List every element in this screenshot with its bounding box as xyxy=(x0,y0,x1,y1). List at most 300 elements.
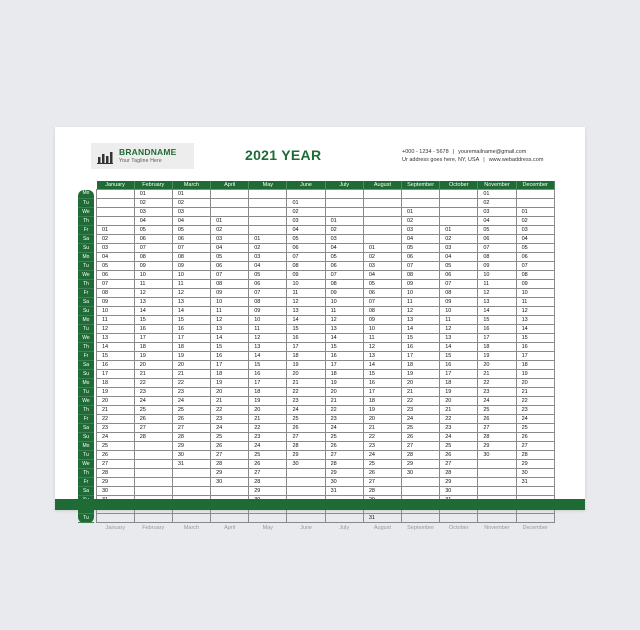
day-cell: 17 xyxy=(172,334,210,343)
day-cell: 31 xyxy=(325,487,363,496)
day-cell: 02 xyxy=(97,235,135,244)
day-cell: 29 xyxy=(402,460,440,469)
day-cell: 14 xyxy=(211,334,249,343)
day-cell: 06 xyxy=(325,262,363,271)
month-footer-november: November xyxy=(484,525,510,531)
day-cell: 17 xyxy=(134,334,172,343)
day-cell: 03 xyxy=(97,244,135,253)
day-cell: 19 xyxy=(478,352,516,361)
day-cell: 25 xyxy=(287,415,325,424)
calendar-row xyxy=(78,208,554,217)
day-cell xyxy=(478,514,516,523)
day-cell xyxy=(363,190,401,199)
day-cell: 17 xyxy=(440,370,478,379)
day-cell xyxy=(478,460,516,469)
weekday-label: Tu xyxy=(78,514,94,523)
day-cell: 15 xyxy=(478,316,516,325)
weekday-label: Sa xyxy=(78,487,94,496)
day-cell: 11 xyxy=(363,334,401,343)
day-cell: 05 xyxy=(402,244,440,253)
calendar-row xyxy=(78,424,554,433)
day-cell: 26 xyxy=(440,451,478,460)
day-cell xyxy=(134,514,172,523)
day-cell: 12 xyxy=(287,298,325,307)
calendar-row xyxy=(78,388,554,397)
day-cell: 02 xyxy=(402,217,440,226)
day-cell: 04 xyxy=(211,244,249,253)
day-cell xyxy=(134,460,172,469)
weekday-label: Sa xyxy=(78,298,94,307)
day-cell: 09 xyxy=(249,307,287,316)
weekday-label: Su xyxy=(78,370,94,379)
day-cell: 16 xyxy=(402,343,440,352)
day-cell xyxy=(516,514,554,523)
day-cell: 15 xyxy=(172,316,210,325)
day-cell: 09 xyxy=(402,280,440,289)
day-cell: 22 xyxy=(516,397,554,406)
day-cell: 24 xyxy=(172,397,210,406)
address-text: Ur address goes here, NY, USA xyxy=(402,157,480,163)
day-cell xyxy=(440,199,478,208)
day-cell: 30 xyxy=(97,487,135,496)
day-cell: 13 xyxy=(363,352,401,361)
day-cell: 21 xyxy=(97,406,135,415)
day-cell: 20 xyxy=(287,370,325,379)
day-cell: 04 xyxy=(97,253,135,262)
weekday-label: Th xyxy=(78,406,94,415)
day-cell: 29 xyxy=(211,469,249,478)
day-cell: 26 xyxy=(211,442,249,451)
calendar-row xyxy=(78,415,554,424)
day-cell: 30 xyxy=(211,478,249,487)
day-cell: 31 xyxy=(363,514,401,523)
day-cell: 21 xyxy=(172,370,210,379)
day-cell: 06 xyxy=(440,271,478,280)
day-cell: 31 xyxy=(516,478,554,487)
month-header-november: November xyxy=(478,181,516,190)
weekday-label: Th xyxy=(78,217,94,226)
day-cell: 25 xyxy=(478,406,516,415)
day-cell: 11 xyxy=(440,316,478,325)
day-cell: 28 xyxy=(249,478,287,487)
day-cell: 21 xyxy=(287,379,325,388)
day-cell: 05 xyxy=(478,226,516,235)
day-cell: 08 xyxy=(211,280,249,289)
day-cell xyxy=(172,514,210,523)
day-cell: 14 xyxy=(134,307,172,316)
day-cell: 09 xyxy=(211,289,249,298)
calendar-row xyxy=(78,271,554,280)
day-cell: 28 xyxy=(363,487,401,496)
day-cell xyxy=(363,208,401,217)
day-cell: 04 xyxy=(287,226,325,235)
day-cell xyxy=(516,487,554,496)
day-cell: 14 xyxy=(440,343,478,352)
day-cell: 18 xyxy=(516,361,554,370)
day-cell: 13 xyxy=(287,307,325,316)
day-cell: 10 xyxy=(363,325,401,334)
day-cell: 18 xyxy=(134,343,172,352)
day-cell: 29 xyxy=(249,487,287,496)
day-cell: 22 xyxy=(134,379,172,388)
day-cell: 08 xyxy=(516,271,554,280)
day-cell: 02 xyxy=(172,199,210,208)
day-cell: 30 xyxy=(516,469,554,478)
day-cell: 18 xyxy=(211,370,249,379)
day-cell: 27 xyxy=(478,424,516,433)
day-cell: 19 xyxy=(97,388,135,397)
weekday-label: Sa xyxy=(78,235,94,244)
calendar-row xyxy=(78,235,554,244)
calendar-row xyxy=(78,244,554,253)
day-cell xyxy=(440,190,478,199)
day-cell: 13 xyxy=(440,334,478,343)
day-cell: 12 xyxy=(97,325,135,334)
day-cell: 01 xyxy=(325,217,363,226)
day-cell: 21 xyxy=(134,370,172,379)
phone-text: +000 - 1234 - 5678 xyxy=(402,149,449,155)
day-cell: 21 xyxy=(516,388,554,397)
day-cell: 24 xyxy=(134,397,172,406)
calendar-row xyxy=(78,262,554,271)
month-header-december: December xyxy=(516,181,554,190)
day-cell: 29 xyxy=(325,469,363,478)
calendar-row xyxy=(78,226,554,235)
day-cell: 04 xyxy=(402,235,440,244)
weekday-label: Tu xyxy=(78,199,94,208)
month-footer-february: February xyxy=(142,525,165,531)
day-cell: 03 xyxy=(516,226,554,235)
day-cell: 12 xyxy=(516,307,554,316)
weekday-label: We xyxy=(78,208,94,217)
weekday-label: Tu xyxy=(78,451,94,460)
day-cell xyxy=(249,514,287,523)
day-cell: 17 xyxy=(402,352,440,361)
day-cell xyxy=(211,199,249,208)
day-cell: 01 xyxy=(172,190,210,199)
weekday-label: Th xyxy=(78,469,94,478)
calendar-title: 2021 YEAR xyxy=(245,147,322,163)
day-cell: 16 xyxy=(97,361,135,370)
day-cell: 05 xyxy=(440,262,478,271)
day-cell: 05 xyxy=(134,226,172,235)
day-cell: 09 xyxy=(516,280,554,289)
day-cell xyxy=(402,487,440,496)
day-cell: 03 xyxy=(363,262,401,271)
day-cell: 09 xyxy=(172,262,210,271)
day-cell: 16 xyxy=(516,343,554,352)
day-cell: 08 xyxy=(478,253,516,262)
day-cell: 22 xyxy=(325,406,363,415)
day-cell: 10 xyxy=(287,280,325,289)
day-cell: 02 xyxy=(440,235,478,244)
day-cell: 21 xyxy=(440,406,478,415)
day-cell: 22 xyxy=(211,406,249,415)
day-cell: 28 xyxy=(516,451,554,460)
day-cell: 23 xyxy=(325,415,363,424)
day-cell: 20 xyxy=(363,415,401,424)
day-cell: 09 xyxy=(363,316,401,325)
weekday-label: Tu xyxy=(78,262,94,271)
day-cell: 19 xyxy=(211,379,249,388)
weekday-label: Fr xyxy=(78,415,94,424)
day-cell xyxy=(211,514,249,523)
month-footer-july: July xyxy=(339,525,350,531)
day-cell: 01 xyxy=(478,190,516,199)
day-cell: 15 xyxy=(363,370,401,379)
month-footer-april: April xyxy=(224,525,236,531)
month-footer-june: June xyxy=(300,525,312,531)
calendar-row xyxy=(78,433,554,442)
day-cell: 13 xyxy=(134,298,172,307)
day-cell: 10 xyxy=(440,307,478,316)
weekday-label: Su xyxy=(78,244,94,253)
month-footer-january: January xyxy=(105,525,126,531)
day-cell: 18 xyxy=(402,361,440,370)
day-cell: 06 xyxy=(172,235,210,244)
day-cell: 04 xyxy=(363,271,401,280)
day-cell: 19 xyxy=(440,388,478,397)
day-cell: 02 xyxy=(516,217,554,226)
day-cell: 12 xyxy=(211,316,249,325)
month-header-april: April xyxy=(211,181,249,190)
day-cell xyxy=(134,442,172,451)
day-cell: 10 xyxy=(172,271,210,280)
day-cell: 11 xyxy=(211,307,249,316)
day-cell: 11 xyxy=(287,289,325,298)
day-cell: 15 xyxy=(287,325,325,334)
day-cell: 23 xyxy=(249,433,287,442)
day-cell: 08 xyxy=(249,298,287,307)
day-cell: 19 xyxy=(287,361,325,370)
calendar-row xyxy=(78,343,554,352)
day-cell: 03 xyxy=(325,235,363,244)
day-cell: 06 xyxy=(363,289,401,298)
day-cell xyxy=(363,199,401,208)
weekday-label: Tu xyxy=(78,388,94,397)
day-cell xyxy=(363,226,401,235)
day-cell: 20 xyxy=(325,388,363,397)
calendar-row xyxy=(78,379,554,388)
day-cell: 26 xyxy=(325,442,363,451)
day-cell: 05 xyxy=(325,253,363,262)
day-cell: 19 xyxy=(134,352,172,361)
day-cell: 25 xyxy=(172,406,210,415)
day-cell: 02 xyxy=(249,244,287,253)
day-cell: 17 xyxy=(287,343,325,352)
day-cell: 06 xyxy=(211,262,249,271)
day-cell: 18 xyxy=(325,370,363,379)
day-cell: 20 xyxy=(440,397,478,406)
day-cell: 03 xyxy=(287,217,325,226)
day-cell: 07 xyxy=(134,244,172,253)
day-cell: 20 xyxy=(134,361,172,370)
day-cell: 07 xyxy=(478,244,516,253)
bar-chart-logo-icon xyxy=(97,150,113,164)
day-cell: 26 xyxy=(172,415,210,424)
day-cell: 26 xyxy=(97,451,135,460)
contact-line-2: Ur address goes here, NY, USA | www.webaddress.com xyxy=(402,157,544,163)
day-cell: 07 xyxy=(287,253,325,262)
day-cell: 01 xyxy=(97,226,135,235)
day-cell: 10 xyxy=(402,289,440,298)
day-cell: 21 xyxy=(325,397,363,406)
month-header-august: August xyxy=(363,181,401,190)
day-cell: 30 xyxy=(172,451,210,460)
day-cell: 08 xyxy=(134,253,172,262)
day-cell: 01 xyxy=(249,235,287,244)
day-cell xyxy=(287,190,325,199)
day-cell: 30 xyxy=(325,478,363,487)
day-cell: 28 xyxy=(134,433,172,442)
day-cell: 17 xyxy=(249,379,287,388)
email-text: youremailname@gmail.com xyxy=(458,149,527,155)
day-cell: 23 xyxy=(440,424,478,433)
calendar-row xyxy=(78,460,554,469)
day-cell: 19 xyxy=(363,406,401,415)
day-cell: 29 xyxy=(172,442,210,451)
day-cell xyxy=(97,190,135,199)
day-cell: 19 xyxy=(172,352,210,361)
day-cell: 16 xyxy=(363,379,401,388)
day-cell: 23 xyxy=(172,388,210,397)
weekday-label: Mo xyxy=(78,190,94,199)
day-cell: 14 xyxy=(478,307,516,316)
day-cell: 15 xyxy=(249,361,287,370)
month-header-july: July xyxy=(325,181,363,190)
day-cell: 08 xyxy=(440,289,478,298)
weekday-label: Th xyxy=(78,280,94,289)
month-footer-september: September xyxy=(407,525,435,531)
day-cell: 29 xyxy=(440,478,478,487)
day-cell: 27 xyxy=(287,433,325,442)
calendar-row xyxy=(78,316,554,325)
day-cell: 25 xyxy=(402,424,440,433)
day-cell: 18 xyxy=(249,388,287,397)
day-cell: 10 xyxy=(516,289,554,298)
day-cell xyxy=(249,208,287,217)
day-cell: 17 xyxy=(325,361,363,370)
month-footer-row xyxy=(78,523,554,534)
day-cell xyxy=(172,487,210,496)
day-cell xyxy=(516,190,554,199)
day-cell: 02 xyxy=(211,226,249,235)
day-cell: 01 xyxy=(287,199,325,208)
day-cell: 20 xyxy=(402,379,440,388)
day-cell: 02 xyxy=(287,208,325,217)
day-cell: 26 xyxy=(516,433,554,442)
day-cell: 07 xyxy=(402,262,440,271)
day-cell: 09 xyxy=(287,271,325,280)
day-cell xyxy=(249,226,287,235)
day-cell: 28 xyxy=(97,469,135,478)
day-cell: 11 xyxy=(478,280,516,289)
day-cell: 28 xyxy=(325,460,363,469)
month-header-may: May xyxy=(249,181,287,190)
weekday-label: Su xyxy=(78,433,94,442)
day-cell: 27 xyxy=(325,451,363,460)
day-cell: 02 xyxy=(325,226,363,235)
weekday-label: We xyxy=(78,397,94,406)
day-cell: 19 xyxy=(516,370,554,379)
day-cell: 14 xyxy=(287,316,325,325)
day-cell: 16 xyxy=(325,352,363,361)
day-cell xyxy=(325,514,363,523)
day-cell xyxy=(172,469,210,478)
day-cell: 04 xyxy=(249,262,287,271)
day-cell: 04 xyxy=(325,244,363,253)
day-cell: 25 xyxy=(440,442,478,451)
day-cell xyxy=(97,217,135,226)
day-cell: 21 xyxy=(249,415,287,424)
day-cell: 08 xyxy=(363,307,401,316)
day-cell: 01 xyxy=(402,208,440,217)
day-cell: 01 xyxy=(134,190,172,199)
day-cell: 25 xyxy=(249,451,287,460)
day-cell: 14 xyxy=(325,334,363,343)
day-cell: 10 xyxy=(97,307,135,316)
day-cell: 04 xyxy=(478,217,516,226)
day-cell: 18 xyxy=(172,343,210,352)
day-cell: 23 xyxy=(516,406,554,415)
month-header-row xyxy=(78,181,554,190)
day-cell: 22 xyxy=(287,388,325,397)
day-cell: 17 xyxy=(97,370,135,379)
day-cell xyxy=(287,478,325,487)
day-cell: 03 xyxy=(249,253,287,262)
month-footer-march: March xyxy=(183,525,200,531)
day-cell: 06 xyxy=(516,253,554,262)
day-cell: 24 xyxy=(440,433,478,442)
day-cell: 30 xyxy=(402,469,440,478)
contact-line-1: +000 - 1234 - 5678 | youremailname@gmail.com xyxy=(402,149,527,155)
day-cell xyxy=(211,208,249,217)
day-cell xyxy=(134,478,172,487)
day-cell: 21 xyxy=(402,388,440,397)
calendar-row xyxy=(78,370,554,379)
day-cell: 22 xyxy=(249,424,287,433)
day-cell xyxy=(172,478,210,487)
day-cell: 24 xyxy=(325,424,363,433)
day-cell: 28 xyxy=(287,442,325,451)
weekday-label: Sa xyxy=(78,424,94,433)
day-cell xyxy=(97,199,135,208)
day-cell: 24 xyxy=(97,433,135,442)
day-cell: 10 xyxy=(478,271,516,280)
day-cell: 31 xyxy=(172,460,210,469)
day-cell xyxy=(325,190,363,199)
day-cell: 14 xyxy=(516,325,554,334)
day-cell: 26 xyxy=(363,469,401,478)
day-cell: 05 xyxy=(97,262,135,271)
day-cell: 25 xyxy=(97,442,135,451)
day-cell: 21 xyxy=(478,370,516,379)
day-cell: 25 xyxy=(363,460,401,469)
month-header-february: February xyxy=(134,181,172,190)
day-cell: 03 xyxy=(478,208,516,217)
weekday-label: Mo xyxy=(78,379,94,388)
day-cell: 18 xyxy=(440,379,478,388)
weekday-label: Su xyxy=(78,307,94,316)
day-cell xyxy=(211,190,249,199)
day-cell: 13 xyxy=(97,334,135,343)
day-cell: 20 xyxy=(478,361,516,370)
day-cell: 23 xyxy=(287,397,325,406)
day-cell: 11 xyxy=(249,325,287,334)
day-cell: 22 xyxy=(97,415,135,424)
day-cell: 14 xyxy=(97,343,135,352)
calendar-row xyxy=(78,478,554,487)
